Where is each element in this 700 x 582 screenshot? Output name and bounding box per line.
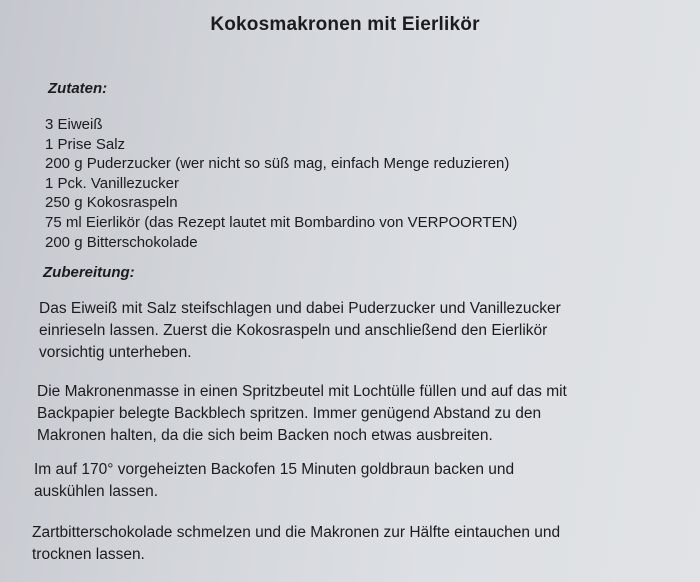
step-line: Im auf 170° vorgeheizten Backofen 15 Minuten goldbraun backen und	[34, 461, 515, 478]
ingredient-item: 1 Pck. Vanillezucker	[45, 174, 179, 192]
ingredient-item: 3 Eiweiß	[45, 116, 103, 133]
ingredient-item: 200 g Bitterschokolade	[45, 233, 198, 251]
step-line: Backpapier belegte Backblech spritzen. Immer genügend Abstand zu den	[37, 405, 542, 422]
step-line: vorsichtig unterheben.	[39, 344, 192, 361]
step-line: Das Eiweiß mit Salz steifschlagen und dabei Puderzucker und Vanillezucker	[39, 300, 561, 317]
ingredient-item: 250 g Kokosraspeln	[45, 194, 178, 212]
preparation-step-2	[37, 381, 567, 447]
ingredient-item: 1 Prise Salz	[45, 135, 126, 153]
step-line: Zartbitterschokolade schmelzen und die Makronen zur Hälfte eintauchen und	[32, 524, 561, 541]
step-line: Die Makronenmasse in einen Spritzbeutel mit Lochtülle füllen und auf das mit	[37, 383, 567, 400]
ingredients-list	[45, 115, 517, 252]
ingredients-heading: Zutaten:	[48, 80, 108, 97]
preparation-step-3	[34, 459, 514, 503]
step-line: Makronen halten, da die sich beim Backen noch etwas ausbreiten.	[37, 427, 493, 444]
step-line: auskühlen lassen.	[34, 483, 159, 500]
ingredient-item: 75 ml Eierlikör (das Rezept lautet mit Bombardino von VERPOORTEN)	[45, 213, 518, 231]
preparation-heading: Zubereitung:	[43, 264, 135, 281]
ingredient-item: 200 g Puderzucker (wer nicht so süß mag, einfach Menge reduzieren)	[45, 155, 510, 173]
preparation-step-1	[39, 298, 561, 364]
step-line: trocknen lassen.	[32, 546, 145, 563]
recipe-title: Kokosmakronen mit Eierlikör	[210, 14, 480, 35]
step-line: einrieseln lassen. Zuerst die Kokosraspeln und anschließend den Eierlikör	[39, 322, 548, 339]
preparation-step-4	[32, 522, 560, 566]
